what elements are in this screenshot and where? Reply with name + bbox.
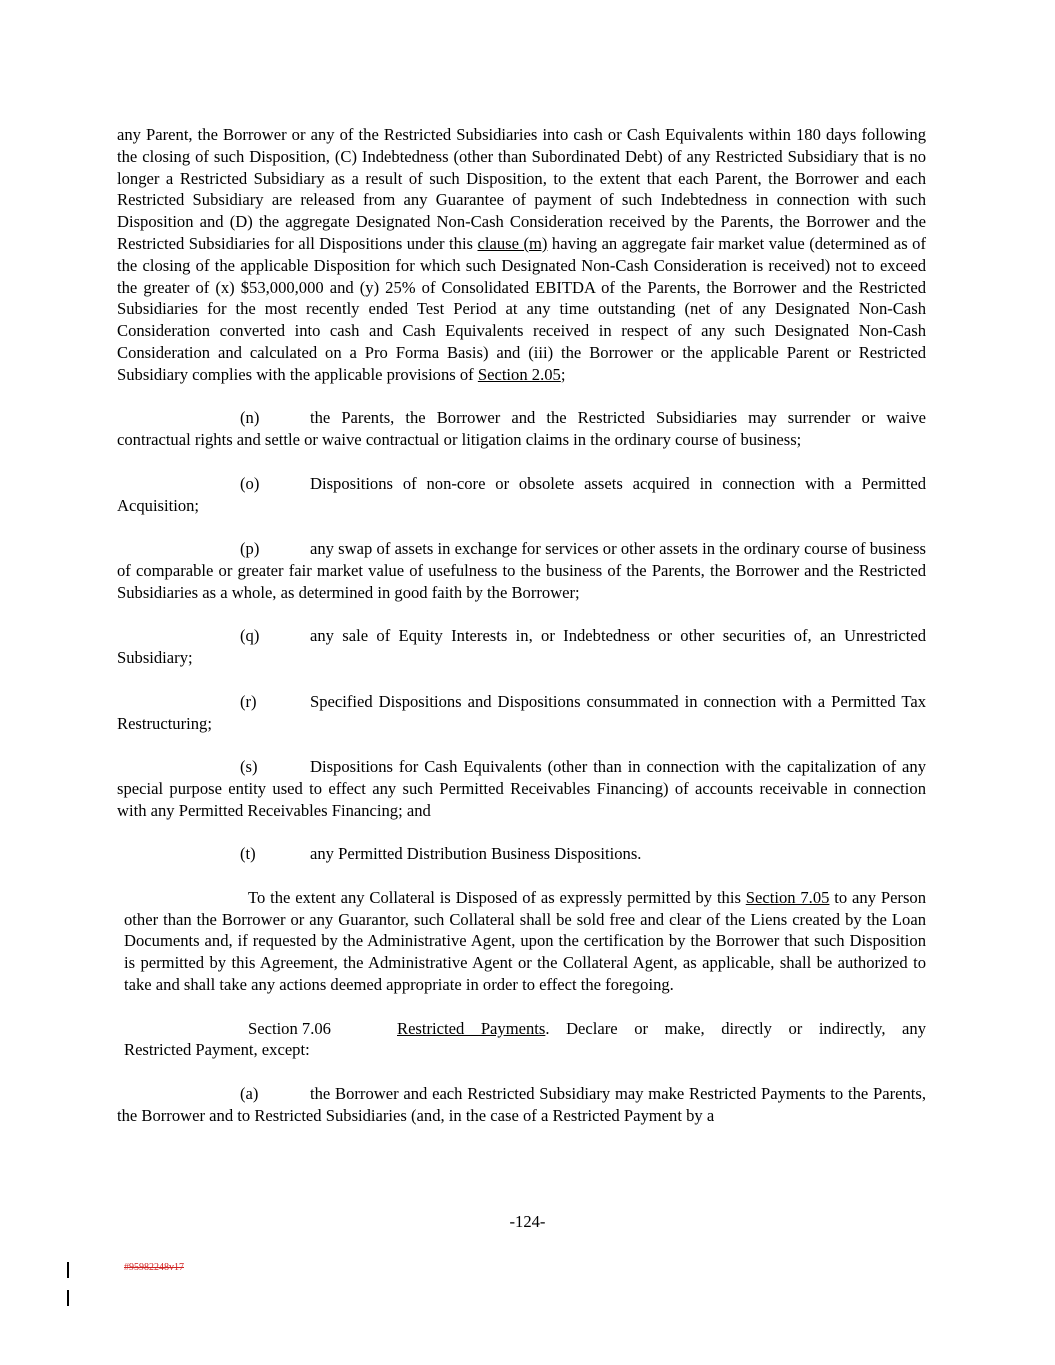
- section-number: Section 7.06: [248, 1018, 331, 1038]
- list-item-p: (p) any swap of assets in exchange for services or other assets in the ordinary course of business of comparable or greater fair market value of usefulness to the business of the Parents, the Borrower and the Restricted Subsidiaries as a whole, as determined in good faith by the Borrower;: [117, 539, 926, 602]
- continued-paragraph: any Parent, the Borrower or any of the Restricted Subsidiaries into cash or Cash Equivalents within 180 days following the closing of such Disposition, (C) Indebtedness (other than Subordinated Debt) of any Restricted Subsidiary that is no longer a Restricted Subsidiary as a result of such Disposition, to the extent that each Parent, the Borrower and each Restricted Subsidiary are released from any Guarantee of payment of such Indebtedness in connection with such Disposition and (D) the aggregate Designated Non-Cash Consideration received by the Parents, the Borrower and the Restricted Subsidiaries for all Dispositions under this clause (m) having an aggregate fair market value (determined as of the closing of the applicable Disposition for which such Designated Non-Cash Consideration is received) not to exceed the greater of (x) $53,000,000 and (y) 25% of Consolidated EBITDA of the Parents, the Borrower and the Restricted Subsidiaries for the most recently ended Test Period at any time outstanding (net of any Designated Non-Cash Consideration converted into cash and Cash Equivalents received in respect of any such Designated Non-Cash Consideration and calculated on a Pro Forma Basis) and (iii) the Borrower or the applicable Parent or Restricted Subsidiary complies with the applicable provisions of Section 2.05;: [117, 125, 926, 384]
- list-item-s: (s) Dispositions for Cash Equivalents (other than in connection with the capitalization of any special purpose entity used to effect any such Permitted Receivables Financing) of accounts receivable in connection with any Permitted Receivables Financing; and: [117, 757, 926, 820]
- list-item-r: (r) Specified Dispositions and Dispositions consummated in connection with a Permitted Tax Restructuring;: [117, 691, 926, 733]
- section-heading: Section 7.06 Restricted Payments. Declare or make, directly or indirectly, any: [248, 1018, 926, 1038]
- list-item-t: (t) any Permitted Distribution Business Dispositions.: [240, 844, 642, 864]
- closing-paragraph: To the extent any Collateral is Disposed of as expressly permitted by this Section 7.05 to any Person other than the Borrower or any Guarantor, such Collateral shall be sold free and clear of the Liens created by the Loan Documents and, if requested by the Administrative Agent, upon the certification by the Borrower that such Disposition is permitted by this Agreement, the Administrative Agent or the Collateral Agent, as applicable, shall be authorized to take and shall take any actions deemed appropriate in order to effect the foregoing.: [124, 887, 927, 995]
- section-2-05-reference[interactable]: Section 2.05: [477, 364, 561, 384]
- section-continuation: Restricted Payment, except:: [124, 1040, 310, 1060]
- list-item-n: (n) the Parents, the Borrower and the Restricted Subsidiaries may surrender or waive contractual rights and settle or waive contractual or litigation claims in the ordinary course of business;: [117, 408, 926, 450]
- section-7-05-reference[interactable]: Section 7.05: [745, 887, 830, 907]
- list-item-a: (a) the Borrower and each Restricted Subsidiary may make Restricted Payments to the Parents, the Borrower and to Restricted Subsidiaries (and, in the case of a Restricted Payment by a: [117, 1084, 926, 1125]
- clause-m-reference[interactable]: clause (m): [477, 233, 548, 253]
- change-bar: [67, 1262, 69, 1278]
- list-item-o: (o) Dispositions of non-core or obsolete assets acquired in connection with a Permitted Acquisition;: [117, 473, 926, 515]
- document-id: #95982248v17: [124, 1262, 184, 1273]
- page-number: -124-: [509, 1212, 546, 1231]
- list-item-q: (q) any sale of Equity Interests in, or Indebtedness or other securities of, an Unrestricted Subsidiary;: [117, 626, 926, 668]
- change-bar: [67, 1290, 69, 1306]
- body-text: [117, 124, 926, 1127]
- section-title: Restricted Payments: [397, 1018, 546, 1038]
